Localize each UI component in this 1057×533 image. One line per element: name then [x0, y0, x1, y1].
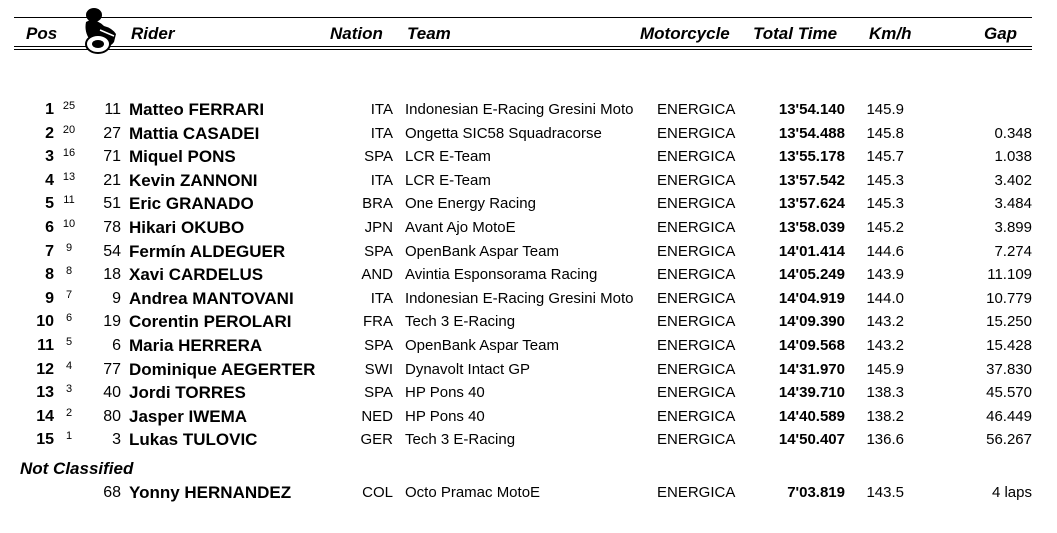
speed-cell: 145.2: [866, 219, 904, 236]
total-time-cell: 14'50.407: [778, 431, 845, 449]
total-time-cell: 14'04.919: [778, 289, 845, 307]
gap-cell: 3.484: [994, 195, 1032, 213]
position-cell: 12: [36, 360, 54, 378]
header-rule-2: [14, 49, 1032, 50]
nation-cell: SWI: [364, 360, 393, 378]
points-cell: 9: [65, 241, 73, 254]
team-cell: One Energy Racing: [405, 195, 536, 213]
gap-cell: 11.109: [987, 266, 1032, 284]
speed-cell: 136.6: [866, 431, 904, 449]
rider-number-cell: 77: [103, 360, 121, 378]
motorcycle-cell: ENERGICA: [657, 171, 736, 189]
gap-cell: 7.274: [994, 242, 1032, 260]
total-time-cell: 14'31.970: [778, 360, 845, 378]
speed-cell: 138.3: [866, 384, 904, 402]
header-team: Team: [407, 24, 451, 43]
nation-cell: COL: [362, 484, 393, 501]
table-row: [0, 359, 1057, 381]
team-cell: Indonesian E-Racing Gresini Moto: [405, 289, 634, 307]
rider-number-cell: 19: [103, 313, 121, 331]
nation-cell: AND: [361, 266, 393, 284]
nation-cell: ITA: [370, 101, 393, 118]
speed-cell: 145.3: [866, 195, 904, 213]
rider-number-cell: 51: [103, 195, 121, 213]
points-cell: 3: [65, 383, 73, 396]
total-time-cell: 14'09.568: [778, 337, 845, 354]
header-gap: Gap: [984, 24, 1018, 43]
position-cell: 1: [45, 101, 54, 118]
nation-cell: NED: [361, 407, 393, 425]
points-cell: 7: [65, 288, 73, 301]
team-cell: OpenBank Aspar Team: [405, 242, 559, 260]
total-time-cell: 14'09.390: [778, 313, 845, 331]
points-cell: 10: [62, 218, 76, 230]
motorcycle-cell: ENERGICA: [657, 219, 736, 236]
team-cell: Avintia Esponsorama Racing: [405, 266, 598, 284]
table-row: [0, 146, 1057, 168]
speed-cell: 143.2: [866, 337, 904, 354]
speed-cell: 145.9: [866, 101, 904, 118]
gap-cell: 3.899: [994, 219, 1032, 236]
rider-name-cell: Lukas TULOVIC: [129, 430, 258, 450]
motorcycle-cell: ENERGICA: [657, 360, 736, 378]
rider-name-cell: Jordi TORRES: [129, 383, 246, 403]
position-cell: 9: [45, 289, 54, 307]
rider-name-cell: Dominique AEGERTER: [129, 359, 316, 379]
rider-name-cell: Corentin PEROLARI: [129, 312, 292, 332]
table-row: [0, 170, 1057, 192]
header-rider: Rider: [131, 24, 175, 43]
gap-cell: 56.267: [986, 431, 1032, 449]
points-cell: 4: [65, 359, 73, 372]
position-cell: 4: [45, 171, 54, 189]
position-cell: 14: [36, 407, 54, 425]
team-cell: Avant Ajo MotoE: [405, 219, 516, 236]
total-time-cell: 14'01.414: [778, 242, 845, 260]
table-row: [0, 382, 1057, 404]
team-cell: Tech 3 E-Racing: [405, 313, 516, 331]
gap-cell: 0.348: [994, 124, 1032, 142]
team-cell: Dynavolt Intact GP: [405, 360, 531, 378]
nation-cell: SPA: [364, 384, 393, 402]
gap-cell: 37.830: [986, 360, 1032, 378]
points-cell: 5: [65, 336, 73, 348]
gap-cell: 46.449: [986, 407, 1032, 425]
speed-cell: 143.9: [866, 266, 904, 284]
nation-cell: FRA: [363, 313, 393, 331]
speed-cell: 138.2: [866, 407, 904, 425]
header-motorcycle: Motorcycle: [640, 24, 730, 43]
table-row: [0, 335, 1057, 357]
rider-number-cell: 18: [103, 266, 121, 284]
nation-cell: BRA: [362, 195, 393, 213]
table-row: [0, 264, 1057, 286]
total-time-cell: 14'05.249: [778, 266, 845, 284]
motorcycle-cell: ENERGICA: [657, 289, 736, 307]
team-cell: HP Pons 40: [405, 384, 485, 402]
table-row: [0, 429, 1057, 451]
motorcycle-cell: ENERGICA: [657, 195, 736, 213]
nation-cell: SPA: [364, 337, 393, 354]
speed-cell: 145.3: [866, 171, 904, 189]
rider-name-cell: Matteo FERRARI: [129, 100, 265, 119]
points-cell: 25: [62, 100, 76, 112]
team-cell: LCR E-Team: [405, 148, 491, 166]
speed-cell: 145.9: [866, 360, 904, 378]
motorcycle-cell: ENERGICA: [657, 266, 736, 284]
rider-name-cell: Fermín ALDEGUER: [129, 241, 286, 261]
points-cell: 2: [65, 406, 73, 419]
table-row: [0, 217, 1057, 239]
position-cell: 10: [36, 313, 54, 331]
points-cell: 8: [65, 265, 73, 278]
team-cell: Tech 3 E-Racing: [405, 431, 516, 449]
position-cell: 7: [45, 242, 54, 260]
points-cell: 11: [63, 194, 75, 207]
table-row: [0, 482, 1057, 504]
speed-cell: 144.0: [866, 289, 904, 307]
gap-cell: 45.570: [986, 384, 1032, 402]
motorcycle-cell: ENERGICA: [657, 148, 736, 166]
nation-cell: ITA: [370, 124, 393, 142]
rider-number-cell: 3: [112, 431, 121, 449]
header-pos: Pos: [26, 24, 58, 43]
speed-cell: 144.6: [866, 242, 904, 260]
speed-cell: 145.7: [866, 148, 904, 166]
team-cell: LCR E-Team: [405, 171, 491, 189]
position-cell: 15: [36, 431, 54, 449]
rider-number-cell: 21: [103, 171, 121, 189]
rider-name-cell: Xavi CARDELUS: [129, 265, 264, 285]
total-time-cell: 7'03.819: [787, 484, 845, 501]
motorcycle-cell: ENERGICA: [657, 242, 736, 260]
position-cell: 2: [45, 124, 54, 142]
motorcycle-cell: ENERGICA: [657, 124, 736, 142]
rider-name-cell: Kevin ZANNONI: [129, 170, 258, 190]
rider-number-cell: 9: [112, 289, 121, 307]
speed-cell: 145.8: [866, 124, 904, 142]
motorcycle-cell: ENERGICA: [657, 101, 736, 118]
total-time-cell: 13'58.039: [778, 219, 845, 236]
table-row: [0, 123, 1057, 145]
table-row: [0, 193, 1057, 215]
speed-cell: 143.2: [866, 313, 904, 331]
nation-cell: SPA: [364, 242, 393, 260]
position-cell: 6: [45, 219, 54, 236]
table-row: [0, 311, 1057, 333]
total-time-cell: 14'39.710: [778, 384, 845, 402]
not-classified-label: Not Classified: [20, 459, 134, 478]
motorcycle-cell: ENERGICA: [657, 313, 736, 331]
points-cell: 1: [65, 430, 73, 443]
position-cell: 13: [36, 384, 54, 402]
gap-cell: 1.038: [994, 148, 1032, 166]
rider-number-cell: 78: [103, 219, 121, 236]
rider-number-cell: 71: [103, 148, 121, 166]
team-cell: HP Pons 40: [405, 407, 485, 425]
points-cell: 16: [62, 147, 76, 160]
rider-name-cell: Yonny HERNANDEZ: [129, 483, 292, 502]
points-cell: 6: [65, 312, 73, 325]
nation-cell: SPA: [364, 148, 393, 166]
rider-number-cell: 40: [103, 384, 121, 402]
nation-cell: ITA: [370, 171, 393, 189]
motorcycle-cell: ENERGICA: [657, 484, 736, 501]
total-time-cell: 13'57.542: [778, 171, 845, 189]
header-top-rule: [14, 17, 1032, 18]
rider-number-cell: 54: [103, 242, 121, 260]
rider-number-cell: 80: [103, 407, 121, 425]
team-cell: Indonesian E-Racing Gresini Moto: [405, 101, 634, 118]
position-cell: 11: [37, 337, 54, 354]
header-rule-1: [14, 46, 1032, 47]
motorcycle-cell: ENERGICA: [657, 407, 736, 425]
team-cell: Ongetta SIC58 Squadracorse: [405, 124, 602, 142]
rider-name-cell: Hikari OKUBO: [129, 218, 245, 237]
points-cell: 13: [62, 170, 76, 183]
rider-name-cell: Maria HERRERA: [129, 336, 263, 355]
header-kmh: Km/h: [869, 24, 912, 43]
table-row: [0, 99, 1057, 121]
motorcycle-cell: ENERGICA: [657, 337, 736, 354]
header-total-time: Total Time: [753, 24, 838, 43]
position-cell: 5: [45, 195, 54, 213]
total-time-cell: 14'40.589: [778, 407, 845, 425]
header-nation: Nation: [330, 24, 383, 43]
gap-cell: 3.402: [994, 171, 1032, 189]
table-row: [0, 288, 1057, 310]
total-time-cell: 13'54.140: [778, 101, 845, 118]
motorcycle-cell: ENERGICA: [657, 384, 736, 402]
rider-name-cell: Miquel PONS: [129, 147, 236, 167]
nation-cell: ITA: [370, 289, 393, 307]
gap-cell: 10.779: [986, 289, 1032, 307]
gap-cell: 4 laps: [991, 484, 1032, 501]
motorcycle-cell: ENERGICA: [657, 431, 736, 449]
total-time-cell: 13'57.624: [778, 195, 845, 213]
speed-cell: 143.5: [866, 484, 904, 501]
total-time-cell: 13'55.178: [778, 148, 845, 166]
points-cell: 20: [62, 123, 76, 136]
total-time-cell: 13'54.488: [778, 124, 845, 142]
gap-cell: 15.250: [986, 313, 1032, 331]
gap-cell: 15.428: [986, 337, 1032, 354]
rider-number-cell: 11: [104, 101, 121, 118]
table-row: [0, 406, 1057, 428]
motorcycle-rider-icon: [80, 6, 120, 56]
rider-number-cell: 6: [112, 337, 121, 354]
rider-name-cell: Eric GRANADO: [129, 194, 254, 214]
rider-name-cell: Jasper IWEMA: [129, 406, 248, 426]
rider-number-cell: 27: [103, 124, 121, 142]
team-cell: Octo Pramac MotoE: [405, 484, 541, 501]
table-row: [0, 241, 1057, 263]
rider-name-cell: Andrea MANTOVANI: [129, 288, 294, 308]
position-cell: 3: [45, 148, 54, 166]
position-cell: 8: [45, 266, 54, 284]
nation-cell: JPN: [364, 219, 393, 236]
rider-name-cell: Mattia CASADEI: [129, 123, 260, 143]
rider-number-cell: 68: [103, 484, 121, 501]
nation-cell: GER: [360, 431, 393, 449]
team-cell: OpenBank Aspar Team: [405, 337, 559, 354]
